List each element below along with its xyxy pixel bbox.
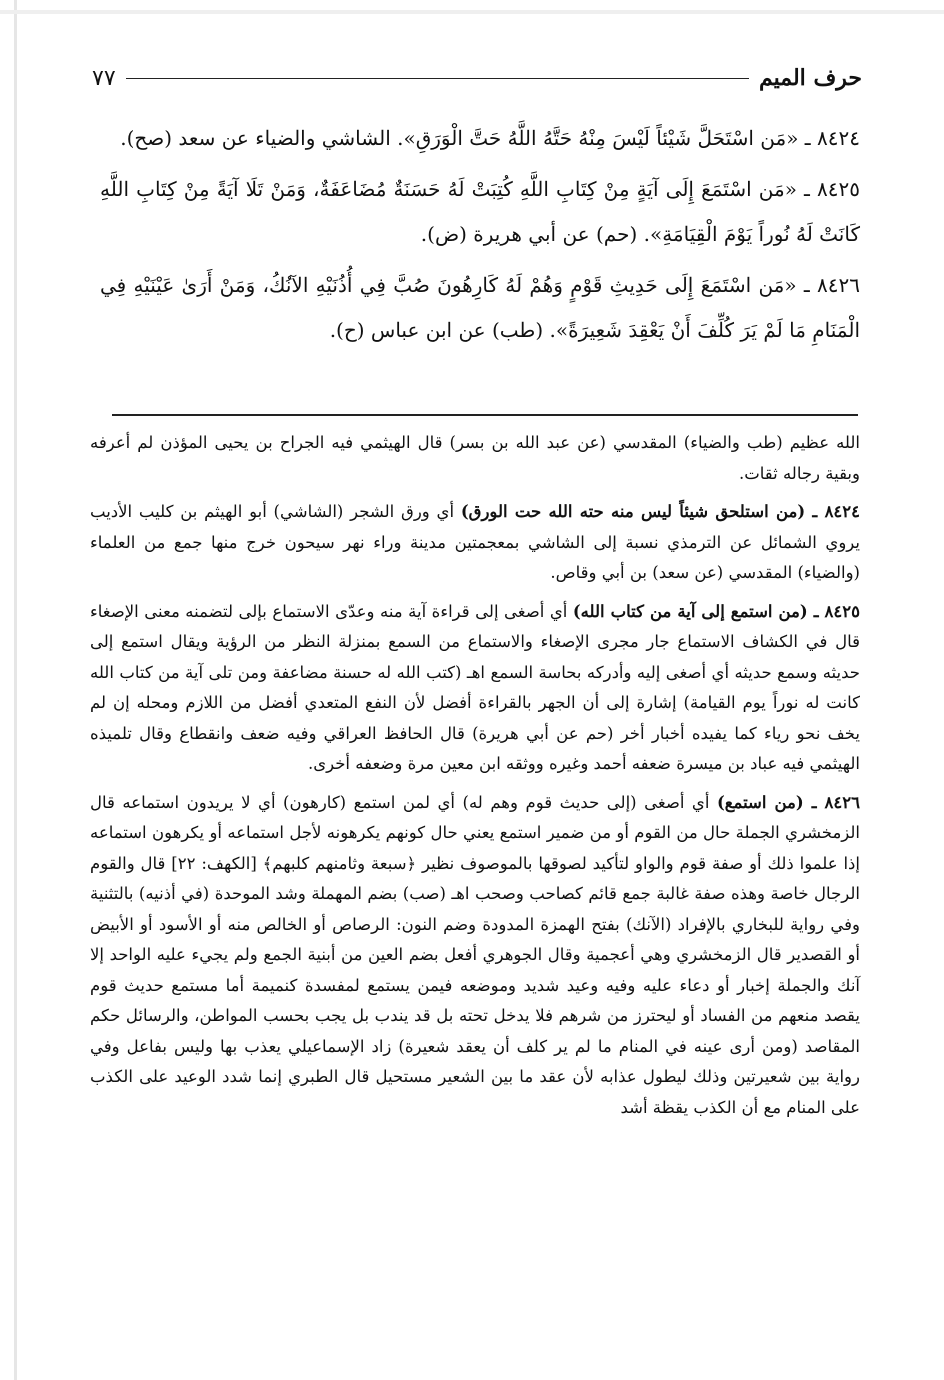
commentary-lead: ٨٤٢٦ ـ (من استمع)	[716, 792, 860, 812]
scan-edge-top	[0, 10, 944, 14]
commentary-8425	[90, 597, 860, 780]
section-divider	[112, 414, 858, 416]
page-header	[92, 58, 862, 98]
scan-edge	[14, 0, 17, 1380]
commentary-body: أي أصغى إلى قراءة آية منه وعدّى الاستماع بإلى لتضمنه معنى الإصغاء قال في الكشاف الاستماع جار مجرى الإصغاء والاستماع من السمع بمنزلة النظر من الرؤية ويقال استمع إلى حديثه وسمع حديثه أي أصغى إليه وأدركه بحاسة السمع اهـ (كتب الله له حسنة مضاعفة ومن تلى آية من كتاب الله كانت له نوراً يوم القيامة) إشارة إلى أن الجهر بالقراءة أفضل لأن النفع المتعدي أفضل من اللازم ومحله إن لم يخف نحو رياء كما يفيده أخبار أخر (حم عن أبي هريرة) قال الحافظ العراقي وفيه ضعف وانقطاع وقال تلميذه الهيثمي فيه عباد بن ميسرة ضعفه أحمد وغيره ووثقه ابن معين مرة وضعفه أخرى.	[90, 601, 860, 773]
hadith-8426: ٨٤٢٦ ـ «مَن اسْتَمَعَ إِلَى حَدِيثِ قَوْمٍ وَهُمْ لَهُ كَارِهُونَ صُبَّ فِي أُذُنَيْهِ الآنُكُ، وَمَنْ أَرَىٰ عَيْنَيْهِ فِي الْمَنَامِ مَا لَمْ يَرَ كُلِّفَ أَنْ يَعْقِدَ شَعِيرَةً». (طب) عن ابن عباس (ح).	[100, 273, 860, 342]
commentary-body: أي أصغى (إلى حديث قوم وهم له) أي لمن استمع (كارهون) أي لا يريدون استماعه قال الزمخشري الجملة حال من القوم أو من ضمير استمع يعني حال كونهم يكرهونه لأجل استماعه أو يكرهون استماعه إذا علموا ذلك أو صفة قوم والواو لتأكيد لصوقها بالموصوف نظير ﴿سبعة وثامنهم كلبهم﴾ [الكهف: ٢٢] قال والقوم الرجال خاصة وهذه صفة غالبة جمع قائم كصاحب وصحب اهـ (صب) بضم المهملة وشد الموحدة (في أذنيه) بالتثنية وفي رواية للبخاري بالإفراد (الآنك) بفتح الهمزة المدودة وضم النون: الرصاص أو الخالص منه أو الأسود أو الأبيض أو القصدير قال الزمخشري وهي أعجمية وقال الجوهري أفعل بضم العين من أبنية الجمع ولم يجيء عليه الواحد إلا آنك والجملة إخبار أو دعاء عليه وفيه وعيد شديد وموضعه فيمن يستمع لمفسدة كنميمة أما مستمع حديث قوم يقصد منعهم من الفساد أو ليحترز من شرهم فلا يدخل تحته بل قد يندب بل يجب بحسب المواطن، والرسائل حكم المقاصد (ومن أرى عينه في المنام ما لم ير كلف أن يعقد شعيرة) زاد الإسماعيلي يعذب بها وليس بفاعل وفي رواية بين شعيرتين وذلك ليطول عذابه لأن عقد ما بين الشعير مستحيل قال الطبري إنما شدد الوعيد على الكذب على المنام مع أن الكذب يقظة أشد	[90, 792, 860, 1117]
hadith-8424: ٨٤٢٤ ـ «مَن اسْتَحَلَّ شَيْئاً لَيْسَ مِنْهُ حَتَّهُ اللَّهُ حَتَّ الْوَرَقِ». الشاشي والضياء عن سعد (صح).	[120, 126, 860, 150]
commentary-section	[90, 428, 860, 1123]
commentary-body: أي ورق الشجر (الشاشي) أبو الهيثم بن كليب الأديب يروي الشمائل عن الترمذي نسبة إلى الشاشي بمعجمتين مدينة وراء نهر سيحون خرج منها جمع من العلماء (والضياء) المقدسي (عن سعد) بن أبي وقاص.	[90, 502, 860, 582]
commentary-8424	[90, 497, 860, 589]
commentary-paragraph	[90, 428, 860, 489]
header-rule	[126, 78, 749, 79]
commentary-lead: ٨٤٢٤ ـ (من استلحق شيئاً ليس منه حته الله حت الورق)	[460, 502, 861, 521]
commentary-8426	[90, 788, 860, 1124]
hadith-text-section	[100, 116, 860, 353]
hadith-8425: ٨٤٢٥ ـ «مَن اسْتَمَعَ إِلَى آيَةٍ مِنْ كِتَابِ اللَّهِ كُتِبَتْ لَهُ حَسَنَةٌ مُضَاعَفَةٌ، وَمَنْ تَلَا آيَةً مِنْ كِتَابِ اللَّهِ كَانَتْ لَهُ نُوراً يَوْمَ الْقِيَامَةِ». (حم) عن أبي هريرة (ض).	[100, 177, 860, 246]
commentary-body: الله عظيم (طب والضياء) المقدسي (عن عبد الله بن بسر) قال الهيثمي فيه الجراح بن يحيى المؤذن لم أعرفه وبقية رجاله ثقات.	[90, 433, 860, 483]
page-number: ٧٧	[92, 65, 116, 91]
commentary-lead: ٨٤٢٥ ـ (من استمع إلى آية من كتاب الله)	[572, 601, 860, 621]
running-title: حرف الميم	[758, 65, 862, 91]
